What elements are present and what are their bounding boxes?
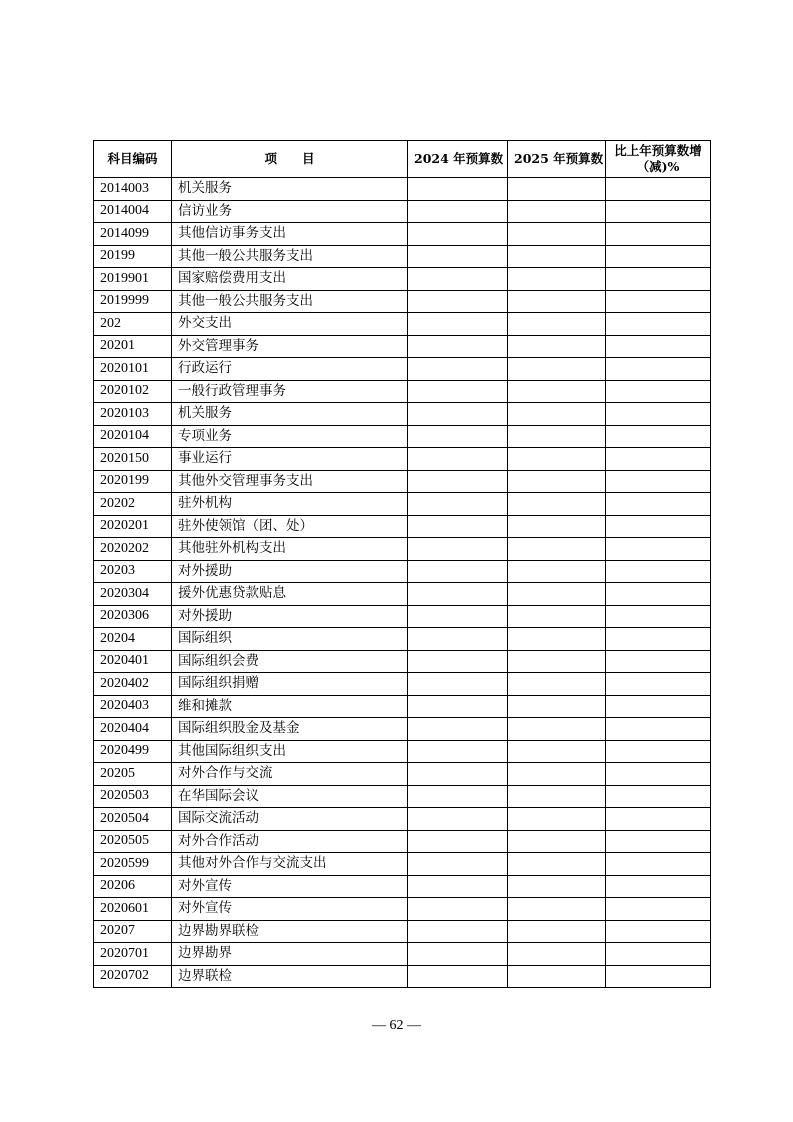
cell-code: 2020702: [94, 965, 172, 988]
table-row: [94, 538, 711, 561]
cell-code: 20199: [94, 245, 172, 268]
cell-change: [606, 673, 711, 696]
header-change: 比上年预算数增（减)%: [606, 141, 711, 178]
cell-budget-2025: [508, 268, 606, 291]
cell-code: 2020601: [94, 898, 172, 921]
cell-change: [606, 920, 711, 943]
cell-code: 2020306: [94, 605, 172, 628]
table-row: [94, 785, 711, 808]
cell-change: [606, 695, 711, 718]
cell-budget-2024: [408, 403, 508, 426]
cell-change: [606, 245, 711, 268]
cell-item: 其他外交管理事务支出: [172, 470, 408, 493]
cell-budget-2024: [408, 515, 508, 538]
cell-change: [606, 200, 711, 223]
cell-code: 2020199: [94, 470, 172, 493]
cell-budget-2025: [508, 943, 606, 966]
cell-code: 2020701: [94, 943, 172, 966]
cell-budget-2025: [508, 290, 606, 313]
cell-code: 2020404: [94, 718, 172, 741]
cell-code: 20206: [94, 875, 172, 898]
cell-change: [606, 178, 711, 201]
cell-item: 外交支出: [172, 313, 408, 336]
cell-budget-2025: [508, 785, 606, 808]
cell-budget-2025: [508, 403, 606, 426]
cell-code: 2019901: [94, 268, 172, 291]
cell-item: 对外援助: [172, 605, 408, 628]
cell-budget-2024: [408, 875, 508, 898]
cell-change: [606, 403, 711, 426]
cell-budget-2024: [408, 808, 508, 831]
cell-code: 2020504: [94, 808, 172, 831]
cell-change: [606, 470, 711, 493]
table-row: [94, 943, 711, 966]
cell-item: 信访业务: [172, 200, 408, 223]
table-row: [94, 290, 711, 313]
cell-budget-2024: [408, 628, 508, 651]
cell-budget-2024: [408, 448, 508, 471]
table-row: [94, 358, 711, 381]
cell-code: 2020402: [94, 673, 172, 696]
cell-budget-2024: [408, 920, 508, 943]
cell-code: 2020403: [94, 695, 172, 718]
cell-budget-2025: [508, 560, 606, 583]
page-number: — 62 —: [372, 1018, 421, 1033]
table-row: [94, 898, 711, 921]
cell-item: 边界勘界联检: [172, 920, 408, 943]
cell-budget-2025: [508, 223, 606, 246]
table-row: [94, 245, 711, 268]
table-body: [94, 178, 711, 988]
cell-budget-2025: [508, 470, 606, 493]
cell-change: [606, 740, 711, 763]
cell-budget-2025: [508, 920, 606, 943]
cell-item: 边界联检: [172, 965, 408, 988]
table-row: [94, 853, 711, 876]
cell-change: [606, 335, 711, 358]
table-row: [94, 583, 711, 606]
cell-code: 2019999: [94, 290, 172, 313]
cell-code: 2020499: [94, 740, 172, 763]
cell-budget-2024: [408, 965, 508, 988]
cell-item: 事业运行: [172, 448, 408, 471]
cell-budget-2025: [508, 830, 606, 853]
cell-change: [606, 830, 711, 853]
table-row: [94, 200, 711, 223]
cell-code: 2014004: [94, 200, 172, 223]
cell-item: 其他国际组织支出: [172, 740, 408, 763]
cell-code: 2020202: [94, 538, 172, 561]
cell-change: [606, 538, 711, 561]
cell-budget-2025: [508, 380, 606, 403]
cell-code: 20205: [94, 763, 172, 786]
cell-budget-2024: [408, 853, 508, 876]
table-row: [94, 178, 711, 201]
cell-item: 其他信访事务支出: [172, 223, 408, 246]
cell-budget-2024: [408, 470, 508, 493]
cell-code: 2020599: [94, 853, 172, 876]
cell-code: 2020103: [94, 403, 172, 426]
cell-budget-2024: [408, 358, 508, 381]
cell-change: [606, 965, 711, 988]
cell-code: 2014099: [94, 223, 172, 246]
cell-budget-2025: [508, 200, 606, 223]
cell-change: [606, 628, 711, 651]
cell-change: [606, 808, 711, 831]
cell-code: 2020304: [94, 583, 172, 606]
cell-item: 国际组织捐赠: [172, 673, 408, 696]
budget-table: [93, 140, 711, 988]
table-row: [94, 560, 711, 583]
cell-change: [606, 650, 711, 673]
cell-item: 国际组织会费: [172, 650, 408, 673]
table-row: [94, 313, 711, 336]
header-item: 项 目: [172, 141, 408, 178]
cell-item: 国际组织: [172, 628, 408, 651]
cell-budget-2024: [408, 695, 508, 718]
cell-budget-2025: [508, 425, 606, 448]
cell-item: 在华国际会议: [172, 785, 408, 808]
cell-change: [606, 785, 711, 808]
cell-change: [606, 515, 711, 538]
cell-item: 援外优惠贷款贴息: [172, 583, 408, 606]
cell-code: 20201: [94, 335, 172, 358]
cell-item: 驻外机构: [172, 493, 408, 516]
cell-change: [606, 380, 711, 403]
cell-budget-2024: [408, 560, 508, 583]
cell-code: 20204: [94, 628, 172, 651]
cell-code: 20203: [94, 560, 172, 583]
table-row: [94, 628, 711, 651]
cell-budget-2024: [408, 425, 508, 448]
cell-item: 对外合作活动: [172, 830, 408, 853]
table-row: [94, 335, 711, 358]
cell-item: 国家赔偿费用支出: [172, 268, 408, 291]
cell-budget-2025: [508, 335, 606, 358]
cell-item: 其他一般公共服务支出: [172, 245, 408, 268]
table-row: [94, 425, 711, 448]
cell-change: [606, 605, 711, 628]
cell-budget-2025: [508, 673, 606, 696]
cell-budget-2024: [408, 673, 508, 696]
cell-change: [606, 763, 711, 786]
cell-item: 专项业务: [172, 425, 408, 448]
cell-budget-2024: [408, 245, 508, 268]
cell-budget-2024: [408, 785, 508, 808]
cell-budget-2025: [508, 605, 606, 628]
cell-budget-2025: [508, 650, 606, 673]
cell-code: 2020201: [94, 515, 172, 538]
cell-budget-2024: [408, 650, 508, 673]
table-row: [94, 740, 711, 763]
cell-change: [606, 583, 711, 606]
cell-budget-2024: [408, 830, 508, 853]
table-row: [94, 875, 711, 898]
cell-code: 2020401: [94, 650, 172, 673]
cell-item: 对外援助: [172, 560, 408, 583]
table-row: [94, 763, 711, 786]
cell-item: 其他驻外机构支出: [172, 538, 408, 561]
cell-budget-2025: [508, 178, 606, 201]
table-row: [94, 493, 711, 516]
cell-budget-2025: [508, 493, 606, 516]
cell-item: 机关服务: [172, 178, 408, 201]
cell-budget-2024: [408, 583, 508, 606]
table-row: [94, 380, 711, 403]
cell-code: 2020101: [94, 358, 172, 381]
cell-budget-2024: [408, 493, 508, 516]
cell-item: 驻外使领馆（团、处）: [172, 515, 408, 538]
cell-budget-2024: [408, 380, 508, 403]
cell-item: 一般行政管理事务: [172, 380, 408, 403]
cell-budget-2024: [408, 763, 508, 786]
cell-budget-2024: [408, 943, 508, 966]
cell-budget-2024: [408, 268, 508, 291]
table-row: [94, 470, 711, 493]
cell-budget-2024: [408, 178, 508, 201]
table-row: [94, 448, 711, 471]
cell-item: 国际交流活动: [172, 808, 408, 831]
cell-item: 国际组织股金及基金: [172, 718, 408, 741]
cell-code: 2020104: [94, 425, 172, 448]
cell-budget-2025: [508, 740, 606, 763]
cell-item: 对外宣传: [172, 898, 408, 921]
cell-item: 机关服务: [172, 403, 408, 426]
table-row: [94, 403, 711, 426]
table-row: [94, 830, 711, 853]
cell-code: 202: [94, 313, 172, 336]
cell-budget-2025: [508, 898, 606, 921]
cell-budget-2024: [408, 740, 508, 763]
cell-budget-2024: [408, 718, 508, 741]
cell-budget-2025: [508, 313, 606, 336]
table-row: [94, 515, 711, 538]
cell-budget-2024: [408, 223, 508, 246]
table-header-row: [94, 141, 711, 178]
table-row: [94, 605, 711, 628]
cell-change: [606, 223, 711, 246]
cell-budget-2025: [508, 628, 606, 651]
table-row: [94, 650, 711, 673]
cell-budget-2025: [508, 718, 606, 741]
table-row: [94, 965, 711, 988]
cell-item: 其他对外合作与交流支出: [172, 853, 408, 876]
cell-change: [606, 493, 711, 516]
cell-budget-2025: [508, 583, 606, 606]
cell-code: 2014003: [94, 178, 172, 201]
cell-code: 20207: [94, 920, 172, 943]
table-row: [94, 695, 711, 718]
cell-change: [606, 718, 711, 741]
table-row: [94, 808, 711, 831]
cell-item: 边界勘界: [172, 943, 408, 966]
cell-budget-2025: [508, 538, 606, 561]
cell-change: [606, 268, 711, 291]
cell-code: 2020150: [94, 448, 172, 471]
header-code: 科目编码: [94, 141, 172, 178]
cell-budget-2025: [508, 358, 606, 381]
cell-budget-2025: [508, 875, 606, 898]
cell-item: 对外宣传: [172, 875, 408, 898]
cell-budget-2024: [408, 335, 508, 358]
cell-change: [606, 560, 711, 583]
cell-budget-2025: [508, 808, 606, 831]
cell-change: [606, 943, 711, 966]
cell-budget-2025: [508, 515, 606, 538]
header-budget-2024: 2024 年预算数: [408, 141, 508, 178]
cell-code: 2020505: [94, 830, 172, 853]
cell-code: 2020503: [94, 785, 172, 808]
cell-item: 行政运行: [172, 358, 408, 381]
cell-budget-2024: [408, 605, 508, 628]
cell-code: 2020102: [94, 380, 172, 403]
cell-change: [606, 290, 711, 313]
cell-budget-2025: [508, 853, 606, 876]
cell-budget-2024: [408, 313, 508, 336]
cell-budget-2024: [408, 898, 508, 921]
table-row: [94, 718, 711, 741]
cell-budget-2024: [408, 200, 508, 223]
cell-change: [606, 358, 711, 381]
cell-change: [606, 425, 711, 448]
table-row: [94, 673, 711, 696]
cell-budget-2025: [508, 763, 606, 786]
table-row: [94, 223, 711, 246]
cell-code: 20202: [94, 493, 172, 516]
table-row: [94, 268, 711, 291]
cell-change: [606, 313, 711, 336]
cell-item: 外交管理事务: [172, 335, 408, 358]
cell-item: 维和摊款: [172, 695, 408, 718]
cell-change: [606, 448, 711, 471]
cell-item: 其他一般公共服务支出: [172, 290, 408, 313]
header-budget-2025: 2025 年预算数: [508, 141, 606, 178]
table-row: [94, 920, 711, 943]
cell-budget-2025: [508, 695, 606, 718]
cell-change: [606, 853, 711, 876]
cell-budget-2025: [508, 965, 606, 988]
cell-budget-2024: [408, 290, 508, 313]
cell-change: [606, 875, 711, 898]
cell-budget-2025: [508, 245, 606, 268]
cell-item: 对外合作与交流: [172, 763, 408, 786]
cell-change: [606, 898, 711, 921]
cell-budget-2024: [408, 538, 508, 561]
cell-budget-2025: [508, 448, 606, 471]
